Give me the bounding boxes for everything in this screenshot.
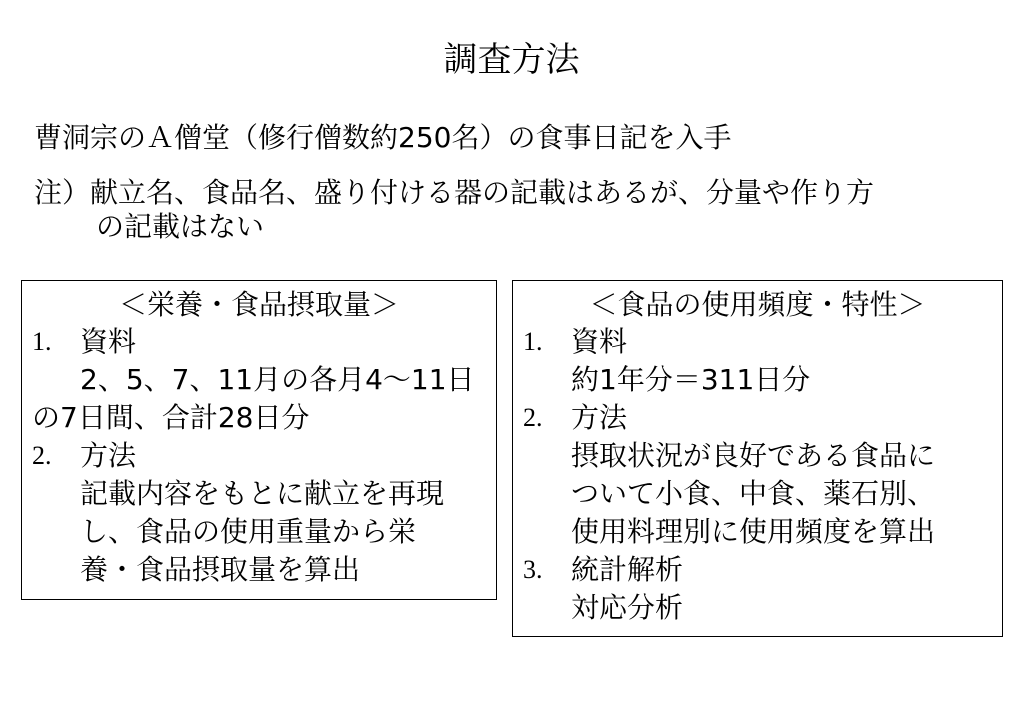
left-item-1-detail-2: の7日間、合計28日分	[32, 401, 310, 434]
note	[34, 176, 994, 244]
right-item-3-detail-1: 対応分析	[571, 591, 684, 624]
right-item-1-label: 資料	[571, 325, 628, 358]
note-line-1: 注）献立名、食品名、盛り付ける器の記載はあるが、分量や作り方	[34, 176, 875, 209]
right-item-3-label: 統計解析	[571, 553, 684, 586]
data-source-text: 曹洞宗のＡ僧堂（修行僧数約250名）の食事日記を入手	[34, 121, 732, 154]
nutrition-intake-box	[21, 280, 497, 600]
left-item-2-number: 2.	[32, 441, 52, 470]
left-item-2-detail-2: し、食品の使用重量から栄	[80, 515, 417, 548]
right-item-1-detail-1: 約1年分＝311日分	[571, 363, 811, 396]
right-item-1	[513, 323, 1002, 361]
nutrition-intake-heading: ＜栄養・食品摂取量＞	[118, 288, 399, 321]
right-item-2-label: 方法	[571, 401, 628, 434]
left-item-1-label: 資料	[80, 325, 137, 358]
left-item-1-detail-1: 2、5、7、11月の各月4～11日	[80, 363, 475, 396]
right-item-2-detail-3: 使用料理別に使用頻度を算出	[571, 515, 936, 548]
right-item-2	[513, 399, 1002, 437]
left-item-1-number: 1.	[32, 327, 52, 356]
right-item-3-number: 3.	[523, 555, 543, 584]
page-title: 調査方法	[443, 40, 580, 80]
right-item-3	[513, 551, 1002, 589]
food-frequency-heading: ＜食品の使用頻度・特性＞	[589, 288, 926, 321]
right-item-2-number: 2.	[523, 403, 543, 432]
right-item-1-number: 1.	[523, 327, 543, 356]
right-item-2-detail-1: 摂取状況が良好である食品に	[571, 439, 936, 472]
note-line-2: の記載はない	[96, 210, 265, 243]
left-item-2-detail-1: 記載内容をもとに献立を再現	[80, 477, 445, 510]
left-item-2	[22, 437, 496, 475]
food-frequency-box	[512, 280, 1003, 637]
left-item-2-detail-3: 養・食品摂取量を算出	[80, 553, 361, 586]
right-item-2-detail-2: ついて小食、中食、薬石別、	[571, 477, 936, 510]
left-item-1	[22, 323, 496, 361]
left-item-2-label: 方法	[80, 439, 137, 472]
